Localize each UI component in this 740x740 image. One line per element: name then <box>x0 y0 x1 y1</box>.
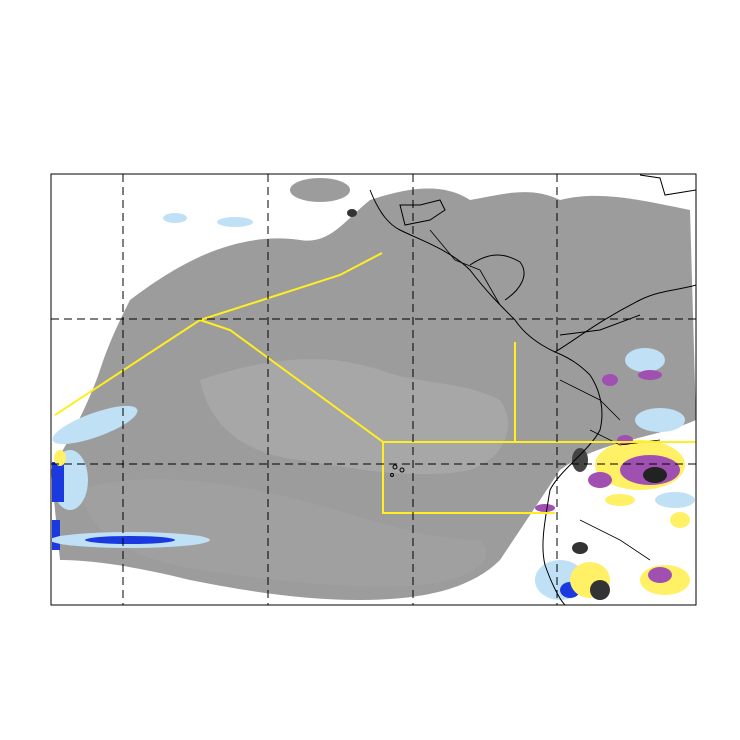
plot-area <box>49 174 696 605</box>
